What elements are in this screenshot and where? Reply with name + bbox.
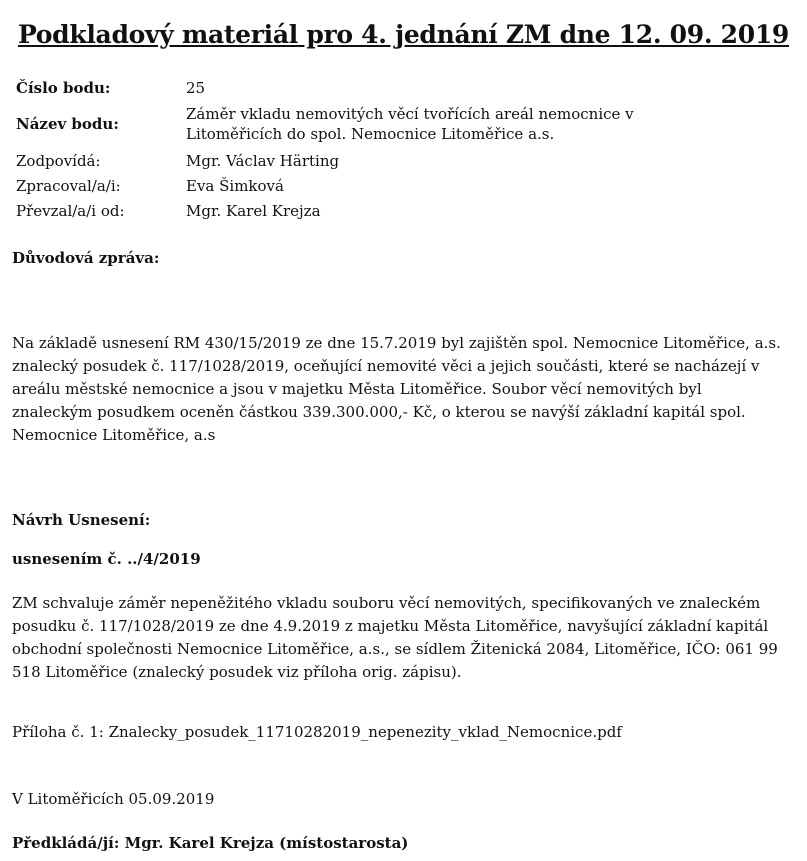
nazev-bodu-label: Název bodu: — [16, 115, 119, 133]
duvodova-line: znalecký posudek č. 117/1028/2019, oceňující nemovité věci a jejich součásti, které se nacházejí v — [12, 357, 760, 375]
navrh-text — [12, 592, 797, 684]
usneseni-number: usnesením č. ../4/2019 — [12, 550, 201, 568]
priloha: Příloha č. 1: Znalecky_posudek_11710282019_nepenezity_vklad_Nemocnice.pdf — [12, 723, 622, 741]
misto-datum: V Litoměřicích 05.09.2019 — [12, 790, 215, 808]
meta-row-nazev-bodu — [16, 99, 634, 149]
duvodova-line: Na základě usnesení RM 430/15/2019 ze dne 15.7.2019 byl zajištěn spol. Nemocnice Litoměřice, a.s. — [12, 334, 781, 352]
page-title: Podkladový materiál pro 4. jednání ZM dne 12. 09. 2019 — [17, 20, 790, 49]
predklada: Předkládá/jí: Mgr. Karel Krejza (místostarosta) — [12, 834, 409, 852]
navrh-heading: Návrh Usnesení: — [12, 511, 151, 529]
zodpovida-value: Mgr. Václav Härting — [186, 152, 340, 170]
meta-row-zpracoval — [16, 174, 634, 199]
nazev-bodu-line: Záměr vkladu nemovitých věcí tvořících areál nemocnice v — [186, 105, 634, 123]
duvodova-line: znaleckým posudkem oceněn částkou 339.300.000,- Kč, o kterou se navýší základní kapitál spol. — [12, 403, 746, 421]
navrh-line: obchodní společnosti Nemocnice Litoměřice, a.s., se sídlem Žitenická 2084, Litoměřice, IČO: 061 99 — [12, 640, 778, 658]
zpracoval-value: Eva Šimková — [186, 177, 284, 195]
duvodova-heading: Důvodová zpráva: — [12, 249, 160, 267]
cislo-bodu-label: Číslo bodu: — [16, 79, 111, 97]
navrh-line: 518 Litoměřice (znalecký posudek viz příloha orig. zápisu). — [12, 663, 462, 681]
meta-row-cislo-bodu — [16, 77, 634, 99]
navrh-line: posudku č. 117/1028/2019 ze dne 4.9.2019 z majetku Města Litoměřice, navyšující základní kapitál — [12, 617, 769, 635]
prevzal-value: Mgr. Karel Krejza — [186, 202, 321, 220]
duvodova-line: Nemocnice Litoměřice, a.s — [12, 426, 216, 444]
meta-row-zodpovida — [16, 149, 634, 174]
zpracoval-label: Zpracoval/a/i: — [16, 177, 121, 195]
duvodova-text — [12, 332, 797, 447]
navrh-line: ZM schvaluje záměr nepeněžitého vkladu souboru věcí nemovitých, specifikovaných ve znaleckém — [12, 594, 761, 612]
zodpovida-label: Zodpovídá: — [16, 152, 101, 170]
nazev-bodu-line: Litoměřicích do spol. Nemocnice Litoměřice a.s. — [186, 125, 555, 143]
meta-table — [16, 77, 634, 224]
cislo-bodu-value: 25 — [186, 79, 206, 97]
meta-row-prevzal — [16, 199, 634, 224]
duvodova-line: areálu městské nemocnice a jsou v majetku Města Litoměřice. Soubor věcí nemovitých byl — [12, 380, 702, 398]
nazev-bodu-value — [186, 99, 634, 149]
prevzal-label: Převzal/a/i od: — [16, 202, 125, 220]
